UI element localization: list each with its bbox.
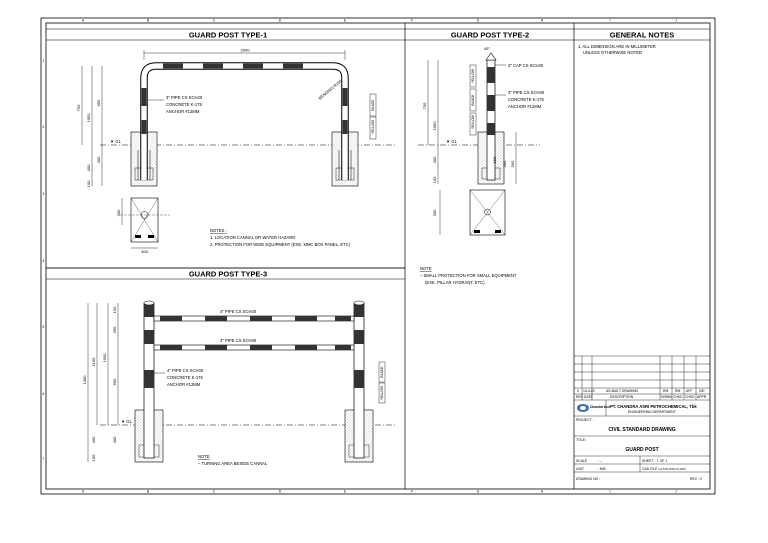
zone-b: B	[146, 18, 150, 23]
scale-label: SCALE	[576, 459, 588, 463]
type2-dim-150: 150	[492, 156, 497, 164]
type2-color-black: BLACK	[471, 94, 475, 106]
type2-note-2: (EXE. PILLAR HYDRANT, ETC)	[425, 280, 485, 285]
zone-5: 5	[42, 325, 45, 329]
type1-color-yellow: YELLOW	[371, 119, 375, 135]
rev-label: REV : 0	[690, 477, 702, 481]
zone-7: 7	[42, 457, 45, 461]
general-note-1: 1. ALL DIMENSION ARE IN MILLIMETER	[578, 44, 656, 49]
type1-dim-400: 400	[86, 164, 91, 172]
drawing-no-label: DRAWING NO :	[576, 477, 601, 481]
type3-dim-1100: 1100	[91, 357, 96, 367]
drawing-title: GUARD POST	[625, 447, 659, 453]
type3-dim-1400: 1400	[82, 375, 87, 385]
type2-gl-label: ▼ GL	[446, 139, 457, 144]
rev-description: AS-BUILT DRAWING	[606, 389, 639, 393]
type2-color-yellow-1: YELLOW	[471, 68, 475, 84]
type3-callout-post: 4" PIPE CS SCH40	[167, 368, 204, 373]
rev-header-date: DATE	[584, 395, 593, 399]
project-label: PROJECT :	[576, 418, 594, 422]
rev-date: 14-4-24	[583, 389, 595, 393]
rev-header-approved: APPR	[697, 395, 707, 399]
scale-value: : --	[598, 459, 603, 463]
company-department: ENGINEERING DEPARTMENT	[628, 410, 676, 414]
general-notes-title: GENERAL NOTES	[609, 30, 675, 40]
type3-dim-250: 250	[112, 326, 117, 334]
general-note-1-cont: UNLESS OTHERWISE NOTED	[583, 50, 643, 55]
type3-callout-rail-top: 4" PIPE CS SCH40	[220, 309, 257, 314]
type1-gl-label: ▼ GL	[110, 139, 121, 144]
type2-dim-750: 750	[422, 102, 427, 110]
type1-plan-depth: 300	[116, 209, 121, 217]
zone-2: 2	[42, 125, 45, 129]
zone-j-bottom: J	[675, 489, 677, 494]
cad-value: : CA-STD-0000-CV-0000	[657, 468, 686, 471]
zone-f: F	[410, 18, 414, 23]
sheet-label: SHEET	[642, 459, 654, 463]
zone-i-bottom: I	[609, 489, 611, 494]
type3-note-title: NOTE	[198, 454, 210, 459]
rev-checked-2: AFF	[686, 389, 693, 393]
company-name: PT. CHANDRA ASRI PETROCHEMICAL, Tbk	[610, 404, 697, 409]
type3-color-black: BLACK	[380, 366, 384, 378]
zone-d-bottom: D	[278, 489, 282, 494]
zone-3: 3	[42, 192, 45, 196]
company-logo	[577, 404, 610, 412]
type2-dim-500: 500	[510, 160, 515, 168]
type1-callout-anchor: ANCHOR #12MM	[166, 109, 200, 114]
type2-note-1: – SMALL PROTECTION FOR SMALL EQUIPMENT	[420, 273, 517, 278]
type1-color-black: BLACK	[371, 99, 375, 111]
type1-plan	[116, 198, 170, 254]
type1-dim-400b: 400	[96, 156, 101, 164]
type3-callout-anchor: ANCHOR #12MM	[167, 382, 201, 387]
type3-callout-rail-mid: 4" PIPE CS SCH40	[220, 338, 257, 343]
zone-h-bottom: H	[540, 489, 544, 494]
type3-dim-600: 600	[112, 378, 117, 386]
type1-dim-750: 750	[76, 104, 81, 112]
type3-elevation	[82, 301, 395, 462]
type3-dim-1000: 1000	[102, 353, 107, 363]
rev-checked: RM	[675, 389, 681, 393]
type1-notes-title: NOTES :	[210, 228, 227, 233]
zone-a: A	[81, 18, 85, 23]
type3-dim-400: 400	[91, 436, 96, 444]
zone-6: 6	[42, 392, 45, 396]
rev-approved: DIE	[699, 389, 705, 393]
type2-angle: 45°	[484, 46, 491, 51]
zone-b-bottom: B	[146, 489, 150, 494]
title-block	[574, 356, 710, 472]
type2-color-yellow-2: YELLOW	[471, 114, 475, 130]
zone-h: H	[540, 18, 544, 23]
rev-header-checked-2: CHKD	[685, 395, 695, 399]
type1-elevation	[76, 48, 395, 188]
unit-label: UNIT	[576, 467, 584, 471]
zone-d: D	[278, 18, 282, 23]
type3-dim-400b: 400	[112, 436, 117, 444]
zone-j: J	[675, 18, 677, 23]
zone-g-bottom: G	[476, 489, 480, 494]
zone-c-bottom: C	[212, 489, 216, 494]
type3-note-1: – TURNING AREA BESIDE CANNAL	[198, 461, 268, 466]
zone-4: 4	[42, 259, 45, 263]
rev-header-drawn: DRWN	[661, 395, 672, 399]
type2-dim-1050: 1050	[432, 121, 437, 131]
type2-dim-100: 100	[432, 176, 437, 184]
type3-dim-100: 100	[91, 454, 96, 462]
type1-note-1: 1. LOCATION CANNAL OR WATER HAZARD	[210, 235, 296, 240]
type2-cap	[486, 53, 496, 60]
zone-1: 1	[42, 59, 45, 63]
type3-title: GUARD POST TYPE-3	[188, 269, 268, 279]
type2-callout-cap: 3" CAP CS SCH40	[508, 63, 544, 68]
zone-f-bottom: F	[410, 489, 414, 494]
type1-callout-concrete: CONCRETE K-175	[166, 102, 202, 107]
project-name: CIVIL STANDARD DRAWING	[608, 427, 676, 433]
type3-dim-150: 150	[112, 306, 117, 314]
type1-title: GUARD POST TYPE-1	[188, 30, 268, 40]
rev-header-description: DESCRIPTION	[610, 395, 634, 399]
zone-e: E	[343, 18, 347, 23]
type2-dim-400: 400	[432, 156, 437, 164]
type1-bending-label: BENDING R150	[317, 78, 343, 101]
rev-header-rev: REV	[576, 395, 583, 399]
rev-header-checked: CHKD	[673, 395, 683, 399]
type1-note-2: 2. PROTECTION FOR WIDE EQUIPMENT (EXE. MMC BOX PANEL, ETC)	[210, 242, 351, 247]
zone-e-bottom: E	[343, 489, 347, 494]
zone-c: C	[212, 18, 216, 23]
cad-label: CAD FILE	[642, 467, 658, 471]
type1-dim-100: 100	[86, 180, 91, 188]
type1-dim-650: 650	[96, 99, 101, 107]
type2-plan-dim: 300	[432, 209, 437, 217]
title-label: TITLE :	[576, 438, 588, 442]
type1-width-dim: 2000	[240, 47, 250, 53]
type2-note-title: NOTE	[420, 266, 432, 271]
type2-plan	[432, 190, 505, 235]
type2-title: GUARD POST TYPE-2	[450, 30, 530, 40]
sheet-value: : 1 OF 1	[655, 459, 668, 463]
type1-callout-pipe: 3" PIPE CS SCH40	[166, 95, 203, 100]
zone-a-bottom: A	[81, 489, 85, 494]
type2-elevation	[418, 46, 545, 184]
type2-callout-anchor: ANCHOR #12MM	[508, 104, 542, 109]
type3-color-yellow: YELLOW	[380, 385, 384, 401]
type2-callout-concrete: CONCRETE K-175	[508, 97, 544, 102]
zone-i: I	[609, 18, 611, 23]
logo-text: Chandra Asri	[590, 405, 610, 409]
unit-value: : MM	[598, 467, 606, 471]
rev-no: 0	[577, 389, 579, 393]
type1-plan-width: 300	[141, 249, 148, 254]
zone-g: G	[476, 18, 480, 23]
type2-callout-pipe: 3" PIPE CS SCH40	[508, 90, 545, 95]
type2-dim-300: 300	[502, 160, 507, 168]
rev-drawn: RM	[663, 389, 669, 393]
type1-pipe-outline	[144, 66, 345, 180]
type1-dim-1050: 1050	[86, 113, 91, 123]
type3-gl-label: ▼ GL	[121, 419, 132, 424]
type3-callout-concrete: CONCRETE K-175	[167, 375, 203, 380]
